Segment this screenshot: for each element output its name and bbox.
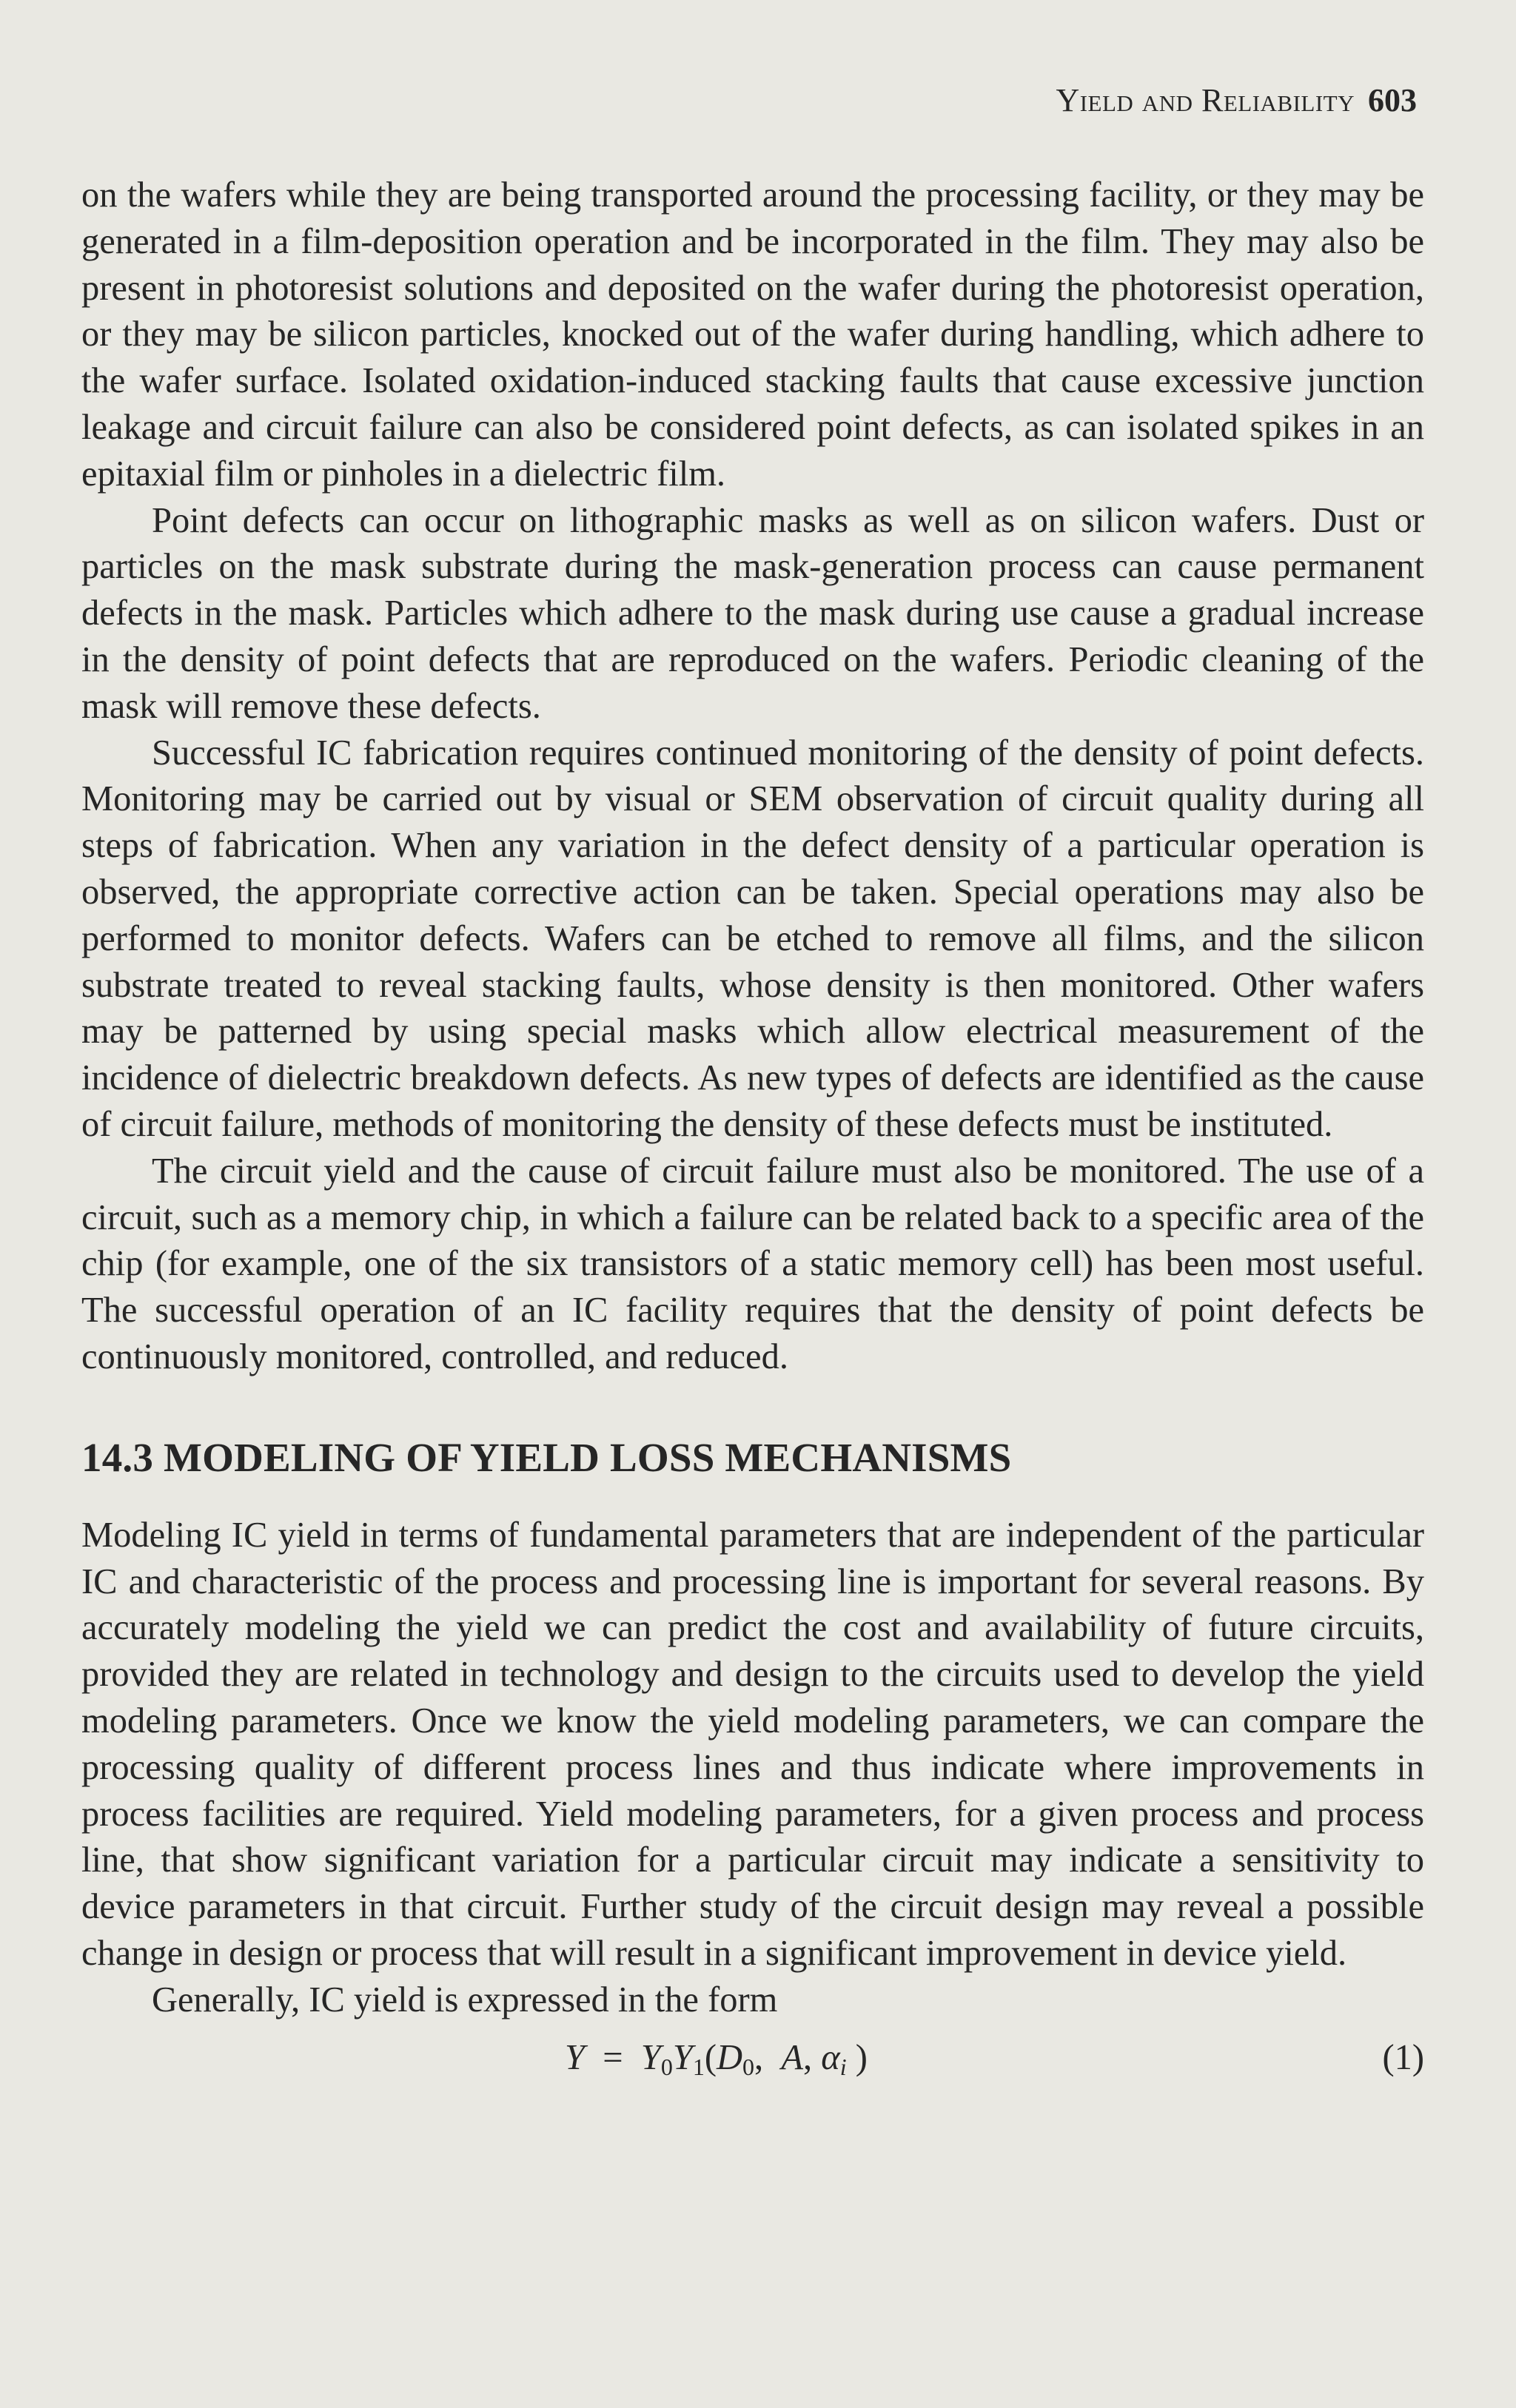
body-paragraph: Point defects can occur on lithographic masks as well as on silicon wafers. Dust or particles on the mask substrate during the mask-generation process can cause permanent defects in the mask. Particles which adhere to the mask during use cause a gradual increase in the density of point defects that are reproduced on the wafers. Periodic cleaning of the mask will remove these defects. bbox=[81, 500, 1424, 726]
body-paragraph: Successful IC fabrication requires continued monitoring of the density of point defects. Monitoring may be carried out by visual or SEM observation of circuit quality during all steps of fabrication. When any variation in the defect density of a particular operation is observed, the appropriate corrective action can be taken. Special operations may also be performed to monitor defects. Wafers can be etched to remove all films, and the silicon substrate treated to reveal stacking faults, whose density is then monitored. Other wafers may be patterned by using special masks which allow electrical measurement of the incidence of dielectric breakdown defects. As new types of defects are identified as the cause of circuit failure, methods of monitoring the density of these defects must be instituted. bbox=[81, 733, 1424, 1144]
body-paragraph: The circuit yield and the cause of circuit failure must also be monitored. The use of a circuit, such as a memory chip, in which a failure can be related back to a specific area of the chip (for example, one of the six transistors of a static memory cell) has been most useful. The successful operation of an IC facility requires that the density of point defects be continuously monitored, controlled, and reduced. bbox=[81, 1151, 1424, 1376]
page-body bbox=[81, 172, 1424, 2082]
yield-equation: $Y = Y_0Y_1(D_0$, A, $\alpha_i$ ) bbox=[565, 2038, 868, 2081]
equation-number: (1) bbox=[1382, 2038, 1424, 2078]
page-number: 603 bbox=[1368, 82, 1417, 118]
running-title: Yield and Reliability bbox=[1056, 82, 1355, 118]
equation-row bbox=[81, 2034, 1424, 2082]
body-paragraph: Generally, IC yield is expressed in the form bbox=[152, 1980, 778, 2019]
body-paragraph: Modeling IC yield in terms of fundamental parameters that are independent of the particular IC and characteristic of the process and processing line is important for several reasons. By accurately modeling the yield we can predict the cost and availability of future circuits, provided they are related in technology and design to the circuits used to develop the yield modeling parameters. Once we know the yield modeling parameters, we can compare the processing quality of different process lines and thus indicate where improvements in process facilities are required. Yield modeling parameters, for a given process and process line, that show significant variation for a particular circuit may indicate a sensitivity to device parameters in that circuit. Further study of the circuit design may reveal a possible change in design or process that will result in a significant improvement in device yield. bbox=[81, 1515, 1424, 1973]
section-heading: 14.3 MODELING OF YIELD LOSS MECHANISMS bbox=[81, 1434, 1012, 1480]
body-paragraph: on the wafers while they are being transported around the processing facility, or they may be generated in a film-deposition operation and be incorporated in the film. They may also be present in photoresist solutions and deposited on the wafer during the photoresist operation, or they may be silicon particles, knocked out of the wafer during handling, which adhere to the wafer surface. Isolated oxidation-induced stacking faults that cause excessive junction leakage and circuit failure can also be considered point defects, as can isolated spikes in an epitaxial film or pinholes in a dielectric film. bbox=[81, 175, 1424, 494]
running-head bbox=[1056, 80, 1417, 121]
